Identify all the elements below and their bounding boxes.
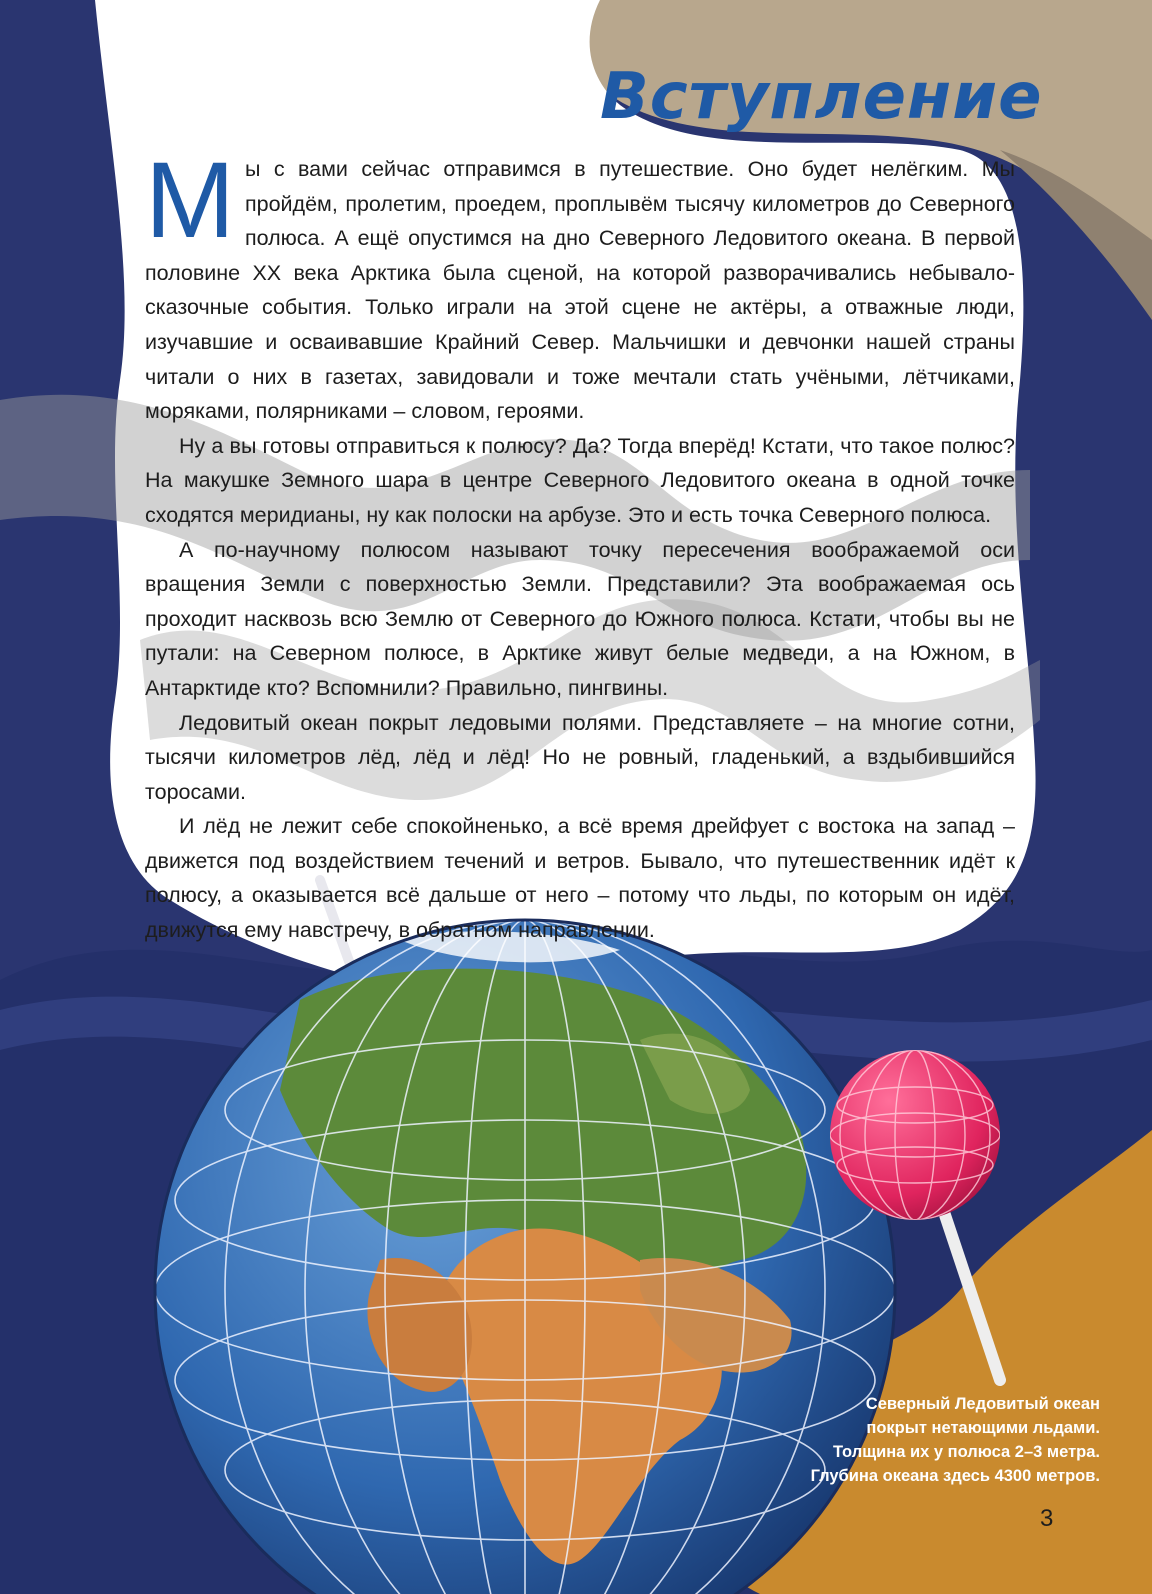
- caption-line: Глубина океана здесь 4300 метров.: [810, 1467, 1100, 1485]
- paragraph-1-text: ы с вами сейчас отправимся в путешествие. Оно будет нелёгким. Мы пройдём, пролетим, проедем, проплывём тысячу километров до Северного полюса. А ещё опустимся на дно Северного Ледовитого океана. В первой половине XX века Арктика была сценой, на которой разворачивались небывало-сказочные события. Только играли на этой сцене не актёры, а отважные люди, изучавшие и осваивавшие Крайний Север. Мальчишки и девчонки нашей страны читали о них в газетах, завидовали и тоже мечтали стать учёными, лётчиками, моряками, полярниками – словом, героями.: [145, 157, 1015, 424]
- paragraph-3: А по-научному полюсом называют точку пересечения воображаемой оси вращения Земли с поверхностью Земли. Представили? Эта воображаемая ось проходит насквозь всю Землю от Северного до Южного полюса. Кстати, чтобы вы не путали: на Северном полюсе, в Арктике живут белые медведи, а на Южном, в Антарктиде кто? Вспомнили? Правильно, пингвины.: [145, 537, 1015, 700]
- lollipop-icon: [830, 1050, 1000, 1220]
- article-body: [145, 139, 1015, 948]
- page-number: 3: [1040, 1505, 1054, 1532]
- page-title: Вступление: [600, 60, 1043, 134]
- caption-line: Северный Ледовитый океан: [865, 1395, 1100, 1413]
- paragraph-5: И лёд не лежит себе спокойненько, а всё время дрейфует с востока на запад – движется под воздействием течений и ветров. Бывало, что путешественник идёт к полюсу, а оказывается всё дальше от него – потому что льды, по которым он идёт, движутся ему навстречу, в обратном направлении.: [145, 814, 1015, 943]
- caption-line: Толщина их у полюса 2–3 метра.: [833, 1443, 1100, 1461]
- caption-line: покрыт нетающими льдами.: [866, 1419, 1100, 1437]
- drop-cap: М: [145, 139, 235, 260]
- paragraph-4: Ледовитый океан покрыт ледовыми полями. Представляете – на многие сотни, тысячи километров лёд, лёд и лёд! Но не ровный, гладенький, а вздыбившийся торосами.: [145, 710, 1015, 804]
- illustration-caption: [720, 1392, 1100, 1488]
- paragraph-1: [145, 139, 1015, 429]
- paragraph-2: Ну а вы готовы отправиться к полюсу? Да? Тогда вперёд! Кстати, что такое полюс? На макушке Земного шара в центре Северного Ледовитого океана в одной точке сходятся меридианы, ну как полоски на арбузе. Это и есть точка Северного полюса.: [145, 433, 1015, 527]
